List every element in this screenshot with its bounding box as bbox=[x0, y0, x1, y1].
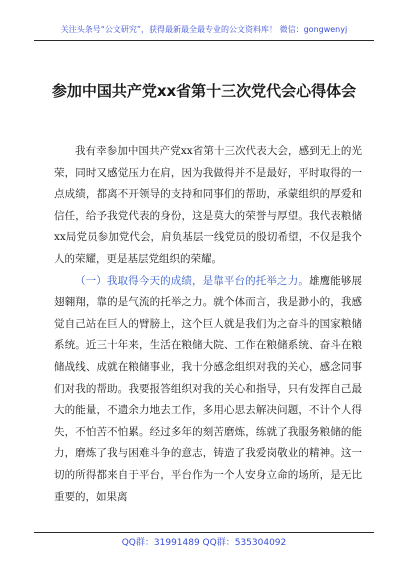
page-footer bbox=[34, 532, 374, 549]
section-body: 雄鹰能够展翅翱翔，靠的是气流的托举之力。就个体而言，我是渺小的，我感觉自己站在巨人的臂膀上，这个巨人就是我们为之奋斗的国家粮储系统。近三十年来，生活在粮储大院、工作在粮储系统、奋斗在粮储战线、成就在粮储事业，我十分感念组织对我的关心，感念同事们对我的帮助。我要报答组织对我的关心和指导，只有发挥自己最大的能量，不遗余力地去工作，多用心思去解决问题，不计个人得失，不怕苦不怕累。经过多年的刻苦磨炼，练就了我服务粮储的能力，磨炼了我与困难斗争的意志，铸造了我爱岗敬业的精神。这一切的所得都来自于平台，平台作为一个人安身立命的场所，是无比重要的，如果离 bbox=[54, 274, 363, 503]
paragraph-intro: 我有幸参加中国共产党xx省第十三次代表大会，感到无上的光荣，同时又感觉压力在肩，因为我做得并不是最好，平时取得的一点成绩，都离不开领导的支持和同事们的帮助，承蒙组织的厚爱和信任，给予我党代表的身份，这是莫大的荣誉与厚望。我代表粮储xx局党员参加党代会，肩负基层一线党员的殷切希望，不仅是我个人的荣耀，更是基层党组织的荣耀。 bbox=[54, 145, 362, 265]
section-heading: （一）我取得今天的成绩，是靠平台的托举之力。 bbox=[75, 274, 309, 287]
page-header bbox=[34, 22, 374, 41]
header-banner-text: 关注头条号“公文研究”，获得最新最全最专业的公文资料库！ 微信：gongwenyj bbox=[60, 25, 348, 34]
document-body bbox=[54, 141, 362, 508]
footer-qq-groups: QQ群：31991489 QQ群：535304092 bbox=[121, 538, 287, 548]
paragraph-section-1 bbox=[54, 271, 362, 509]
document-title: 参加中国共产党xx省第十三次党代会心得体会 bbox=[51, 82, 357, 100]
